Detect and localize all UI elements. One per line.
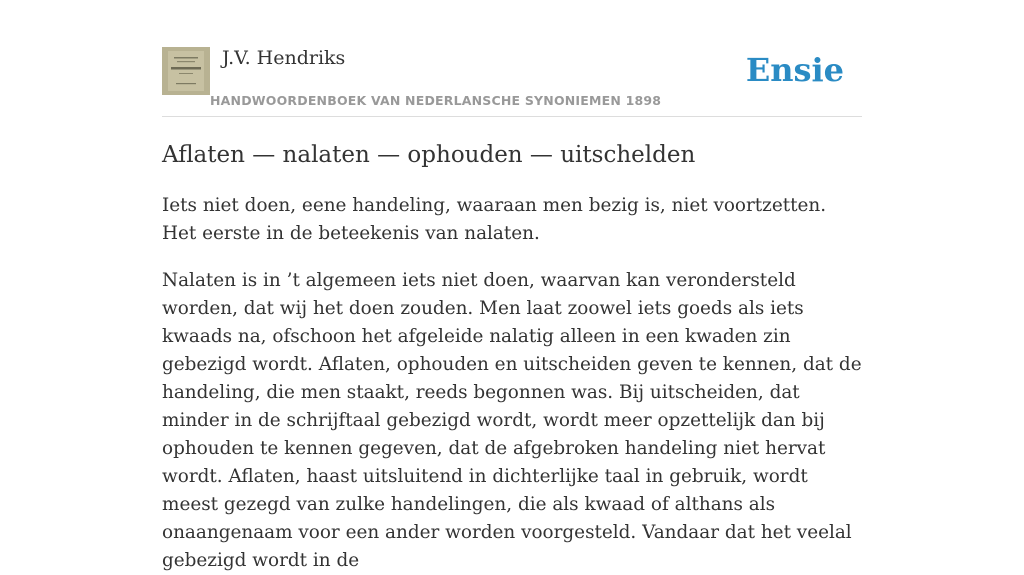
page — [162, 0, 862, 571]
ensie-logo[interactable]: Ensie — [745, 51, 844, 89]
book-cover-avatar[interactable] — [162, 47, 210, 95]
article-paragraph: Iets niet doen, eene handeling, waaraan men bezig is, niet voortzetten. Het eerste in de beteekenis van nalaten. — [162, 195, 827, 244]
source-title[interactable]: HANDWOORDENBOEK VAN NEDERLANSCHE SYNONIEMEN 1898 — [210, 93, 662, 108]
book-cover-image — [162, 47, 210, 95]
header — [162, 0, 862, 117]
article-paragraph: Nalaten is in ’t algemeen iets niet doen, waarvan kan verondersteld worden, dat wij het doen zouden. Men laat zoowel iets goeds als iets kwaads na, ofschoon het afgeleide nalatig alleen in een kwaden zin gebezigd wordt. Aflaten, ophouden en uitscheiden geven te kennen, dat de handeling, die men staakt, reeds begonnen was. Bij uitscheiden, dat minder in de schrijftaal gebezigd wordt, wordt meer opzettelijk dan bij ophouden te kennen gegeven, dat de afgebroken handeling niet hervat wordt. Aflaten, haast uitsluitend in dichterlijke taal in gebruik, wordt meest gezegd van zulke handelingen, die als kwaad of althans als onaangenaam voor een ander worden voorgesteld. Vandaar dat het veelal gebezigd wordt in de — [162, 270, 862, 571]
article-title: Aflaten — nalaten — ophouden — uitschelden — [162, 142, 696, 168]
author-name[interactable]: J.V. Hendriks — [222, 47, 346, 69]
